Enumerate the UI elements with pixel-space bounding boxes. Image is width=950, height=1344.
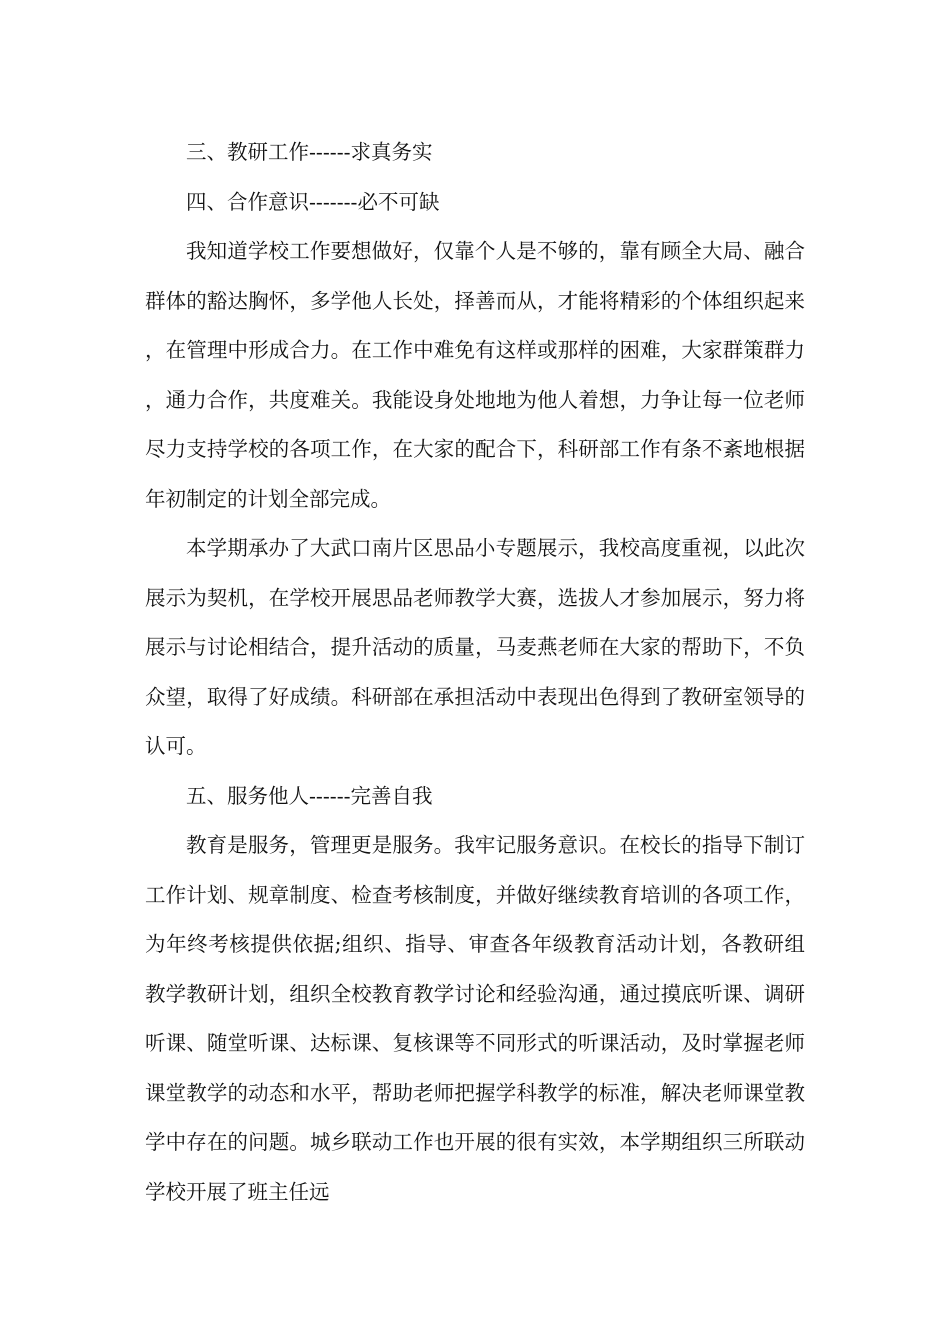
document-body bbox=[145, 128, 805, 1217]
section-heading-5: 五、服务他人------完善自我 bbox=[186, 783, 433, 808]
section-heading-4: 四、合作意识-------必不可缺 bbox=[186, 189, 440, 214]
paragraph-cooperation: 我知道学校工作要想做好，仅靠个人是不够的，靠有顾全大局、融合群体的豁达胸怀，多学他人长处，择善而从，才能将精彩的个体组织起来，在管理中形成合力。在工作中难免有这样或那样的困难，大家群策群力，通力合作，共度难关。我能设身处地地为他人着想，力争让每一位老师尽力支持学校的各项工作，在大家的配合下，科研部工作有条不紊地根据年初制定的计划全部完成。 bbox=[145, 239, 805, 511]
section-heading-3: 三、教研工作------求真务实 bbox=[186, 140, 433, 164]
paragraph-exhibition: 本学期承办了大武口南片区思品小专题展示，我校高度重视，以此次展示为契机，在学校开展思品老师教学大赛，选拔人才参加展示，努力将展示与讨论相结合，提升活动的质量，马麦燕老师在大家的帮助下，不负众望，取得了好成绩。科研部在承担活动中表现出色得到了教研室领导的认可。 bbox=[145, 536, 805, 758]
paragraph-service: 教育是服务，管理更是服务。我牢记服务意识。在校长的指导下制订工作计划、规章制度、检查考核制度，并做好继续教育培训的各项工作，为年终考核提供依据;组织、指导、审查各年级教育活动计划，各教研组教学教研计划，组织全校教育教学讨论和经验沟通，通过摸底听课、调研听课、随堂听课、达标课、复核课等不同形式的听课活动，及时掌握老师课堂教学的动态和水平，帮助老师把握学科教学的标准，解决老师课堂教学中存在的问题。城乡联动工作也开展的很有实效，本学期组织三所联动学校开展了班主任远 bbox=[145, 833, 805, 1204]
